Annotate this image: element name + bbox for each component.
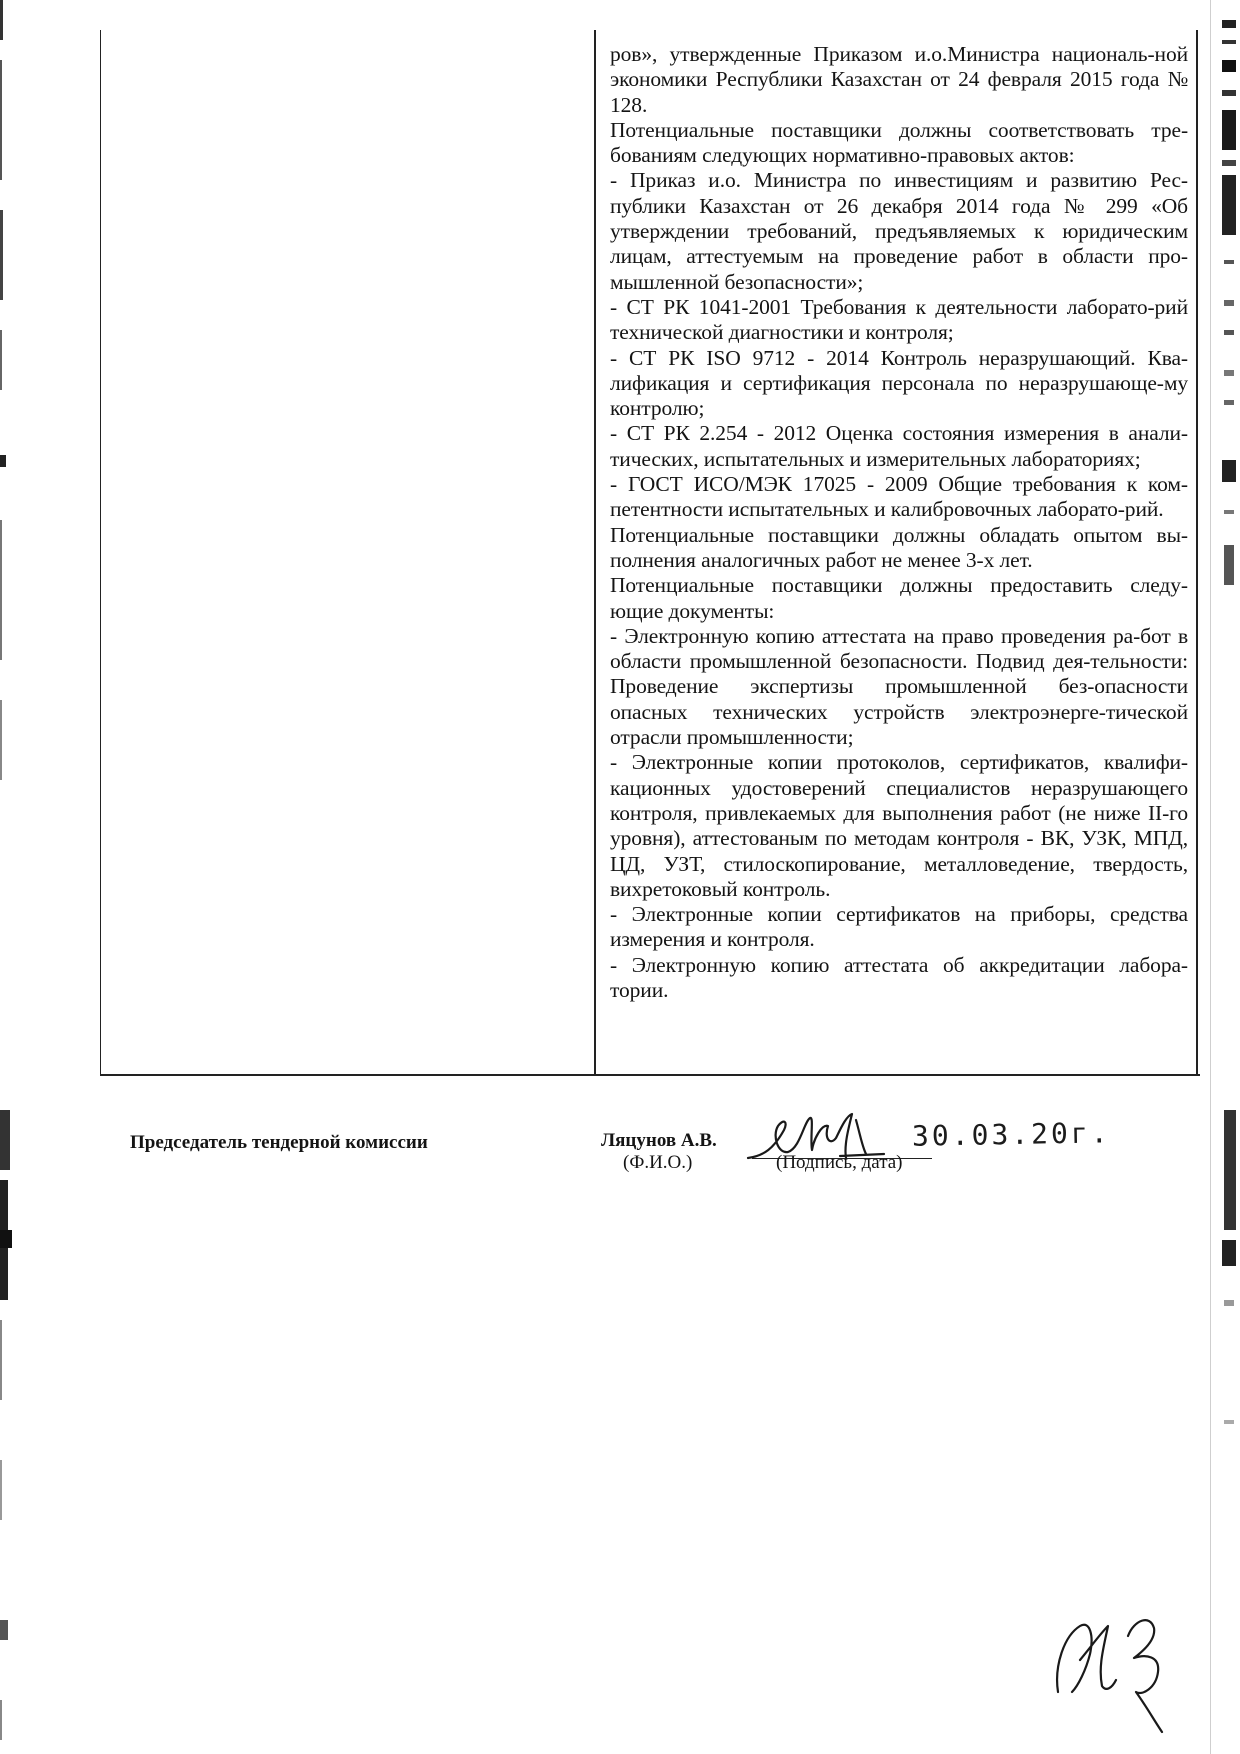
scan-edge-left — [0, 0, 14, 1754]
requirements-text — [610, 42, 1188, 1003]
table-border-bottom — [100, 1074, 1200, 1076]
table-border-right — [1196, 30, 1198, 1076]
fio-caption: (Ф.И.О.) — [623, 1152, 693, 1173]
chair-label: Председатель тендерной комиссии — [130, 1132, 428, 1153]
scan-edge-right — [1208, 0, 1240, 1754]
table-border-left — [100, 30, 101, 1076]
paragraph: Потенциальные поставщики должны соответствовать тре-бованиям следующих нормативно-правовых актов: — [610, 117, 1188, 168]
paragraph: - Электронные копии сертификатов на приборы, средства измерения и контроля. — [610, 902, 1188, 952]
table-border-middle — [594, 30, 596, 1076]
paragraph: - СТ РК ISO 9712 - 2014 Контроль неразрушающий. Ква-лификация и сертификация персонала по неразрушающе-му контролю; — [610, 345, 1188, 421]
handwritten-date: 30.03.20г. — [911, 1116, 1111, 1153]
signature-block — [0, 1108, 1240, 1178]
paragraph: ров», утвержденные Приказом и.о.Министра националь-ной экономики Республики Казахстан от 24 февраля 2015 года № 128. — [610, 42, 1188, 117]
paragraph: - Электронную копию аттестата на право проведения ра-бот в области промышленной безопасности. Подвид дея-тельности: Проведение экспертизы промышленной без-опасности опасных технических устройств электроэнерге-тической отрасли промышленности; — [610, 623, 1188, 750]
handwritten-initials — [1050, 1596, 1180, 1736]
paragraph: Потенциальные поставщики должны обладать опытом вы-полнения аналогичных работ не менее 3-х лет. — [610, 522, 1188, 572]
paragraph: - Электронные копии протоколов, сертификатов, квалифи-кационных удостоверений специалистов неразрушающего контроля, привлекаемых для выполнения работ (не ниже II-го уровня), аттестованым по методам контроля - ВК, УЗК, МПД, ЦД, УЗТ, стилоскопирование, металловедение, твердость, вихретоковый контроль. — [610, 750, 1188, 901]
paragraph: Потенциальные поставщики должны предоставить следу-ющие документы: — [610, 573, 1188, 623]
paragraph: - Электронную копию аттестата об аккредитации лабора-тории. — [610, 952, 1188, 1002]
signature-caption: (Подпись, дата) — [776, 1152, 903, 1173]
paragraph: - Приказ и.о. Министра по инвестициям и развитию Рес-публики Казахстан от 26 декабря 2014 года № 299 «Об утверждении требований, предъявляемых к юридическим лицам, аттестуемым на проведение работ в области про-мышленной безопасности»; — [610, 168, 1188, 294]
paragraph: - СТ РК 1041-2001 Требования к деятельности лаборато-рий технической диагностики и контроля; — [610, 294, 1188, 345]
paragraph: - ГОСТ ИСО/МЭК 17025 - 2009 Общие требования к ком-петентности испытательных и калибровочных лаборато-рий. — [610, 472, 1188, 522]
signer-name: Ляцунов А.В. — [601, 1130, 717, 1151]
paragraph: - СТ РК 2.254 - 2012 Оценка состояния измерения в анали-тических, испытательных и измерительных лабораториях; — [610, 421, 1188, 471]
